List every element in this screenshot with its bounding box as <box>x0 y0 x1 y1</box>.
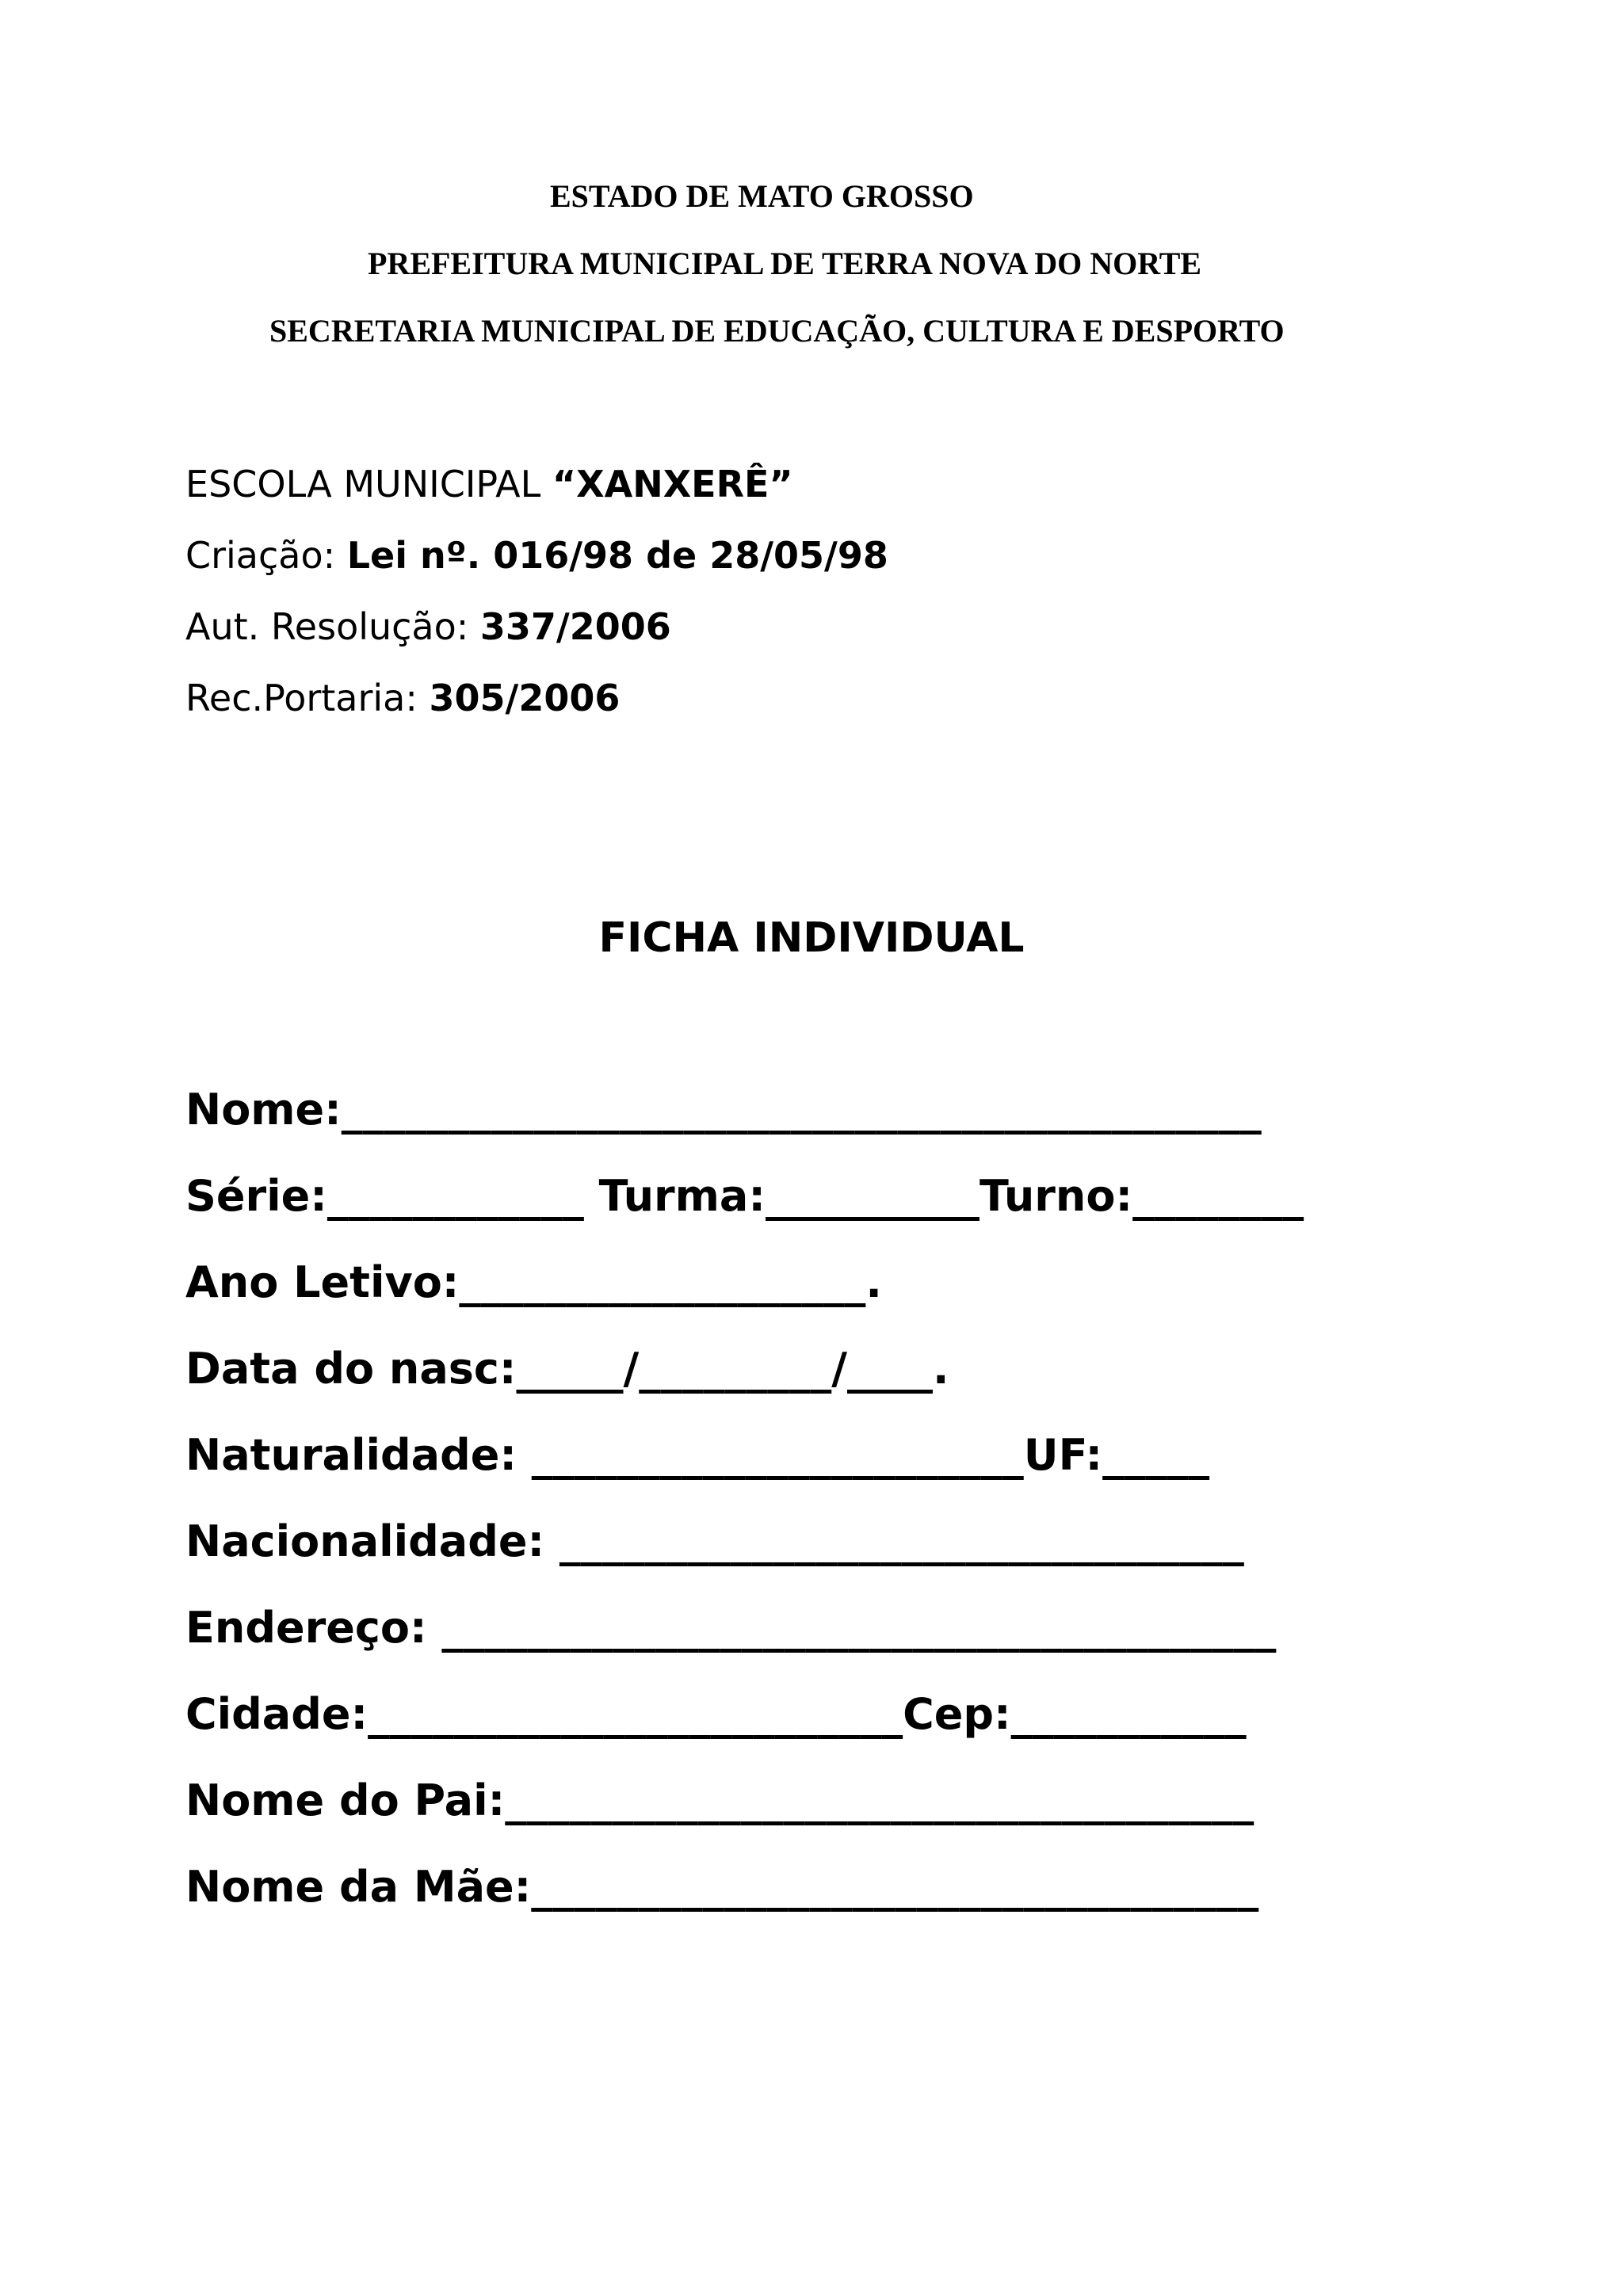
field-naturalidade: Naturalidade: _______________________UF:_____ <box>185 1430 1210 1480</box>
field-nacionalidade: Nacionalidade: ________________________________ <box>185 1516 1244 1566</box>
school-name <box>185 463 793 505</box>
school-creation <box>185 534 888 577</box>
field-nome-mae: Nome da Mãe:__________________________________ <box>185 1862 1259 1912</box>
field-cidade-cep: Cidade:_________________________Cep:___________ <box>185 1689 1247 1739</box>
header-secretariat: SECRETARIA MUNICIPAL DE EDUCAÇÃO, CULTURA E DESPORTO <box>269 313 1285 349</box>
school-resolution <box>185 605 671 648</box>
school-portaria <box>185 677 621 719</box>
school-resolution-label: Aut. Resolução: <box>185 605 480 648</box>
school-creation-value: Lei nº. 016/98 de 28/05/98 <box>346 534 888 577</box>
school-resolution-value: 337/2006 <box>479 605 671 648</box>
school-name-value: “XANXERÊ” <box>552 463 793 505</box>
school-portaria-label: Rec.Portaria: <box>185 677 430 719</box>
field-ano-letivo: Ano Letivo:___________________. <box>185 1257 882 1307</box>
field-nome: Nome:___________________________________________ <box>185 1085 1262 1135</box>
header-prefecture: PREFEITURA MUNICIPAL DE TERRA NOVA DO NORTE <box>368 246 1202 281</box>
school-portaria-value: 305/2006 <box>429 677 621 719</box>
field-serie-turma-turno: Série:____________ Turma:__________Turno:________ <box>185 1171 1304 1221</box>
page-title: FICHA INDIVIDUAL <box>598 914 1025 962</box>
field-nome-pai: Nome do Pai:___________________________________ <box>185 1775 1254 1825</box>
field-data-nasc: Data do nasc:_____/_________/____. <box>185 1344 949 1394</box>
school-name-label: ESCOLA MUNICIPAL <box>185 463 552 505</box>
field-endereco: Endereço: _______________________________________ <box>185 1603 1277 1653</box>
school-creation-label: Criação: <box>185 534 347 577</box>
header-state: ESTADO DE MATO GROSSO <box>550 178 974 214</box>
